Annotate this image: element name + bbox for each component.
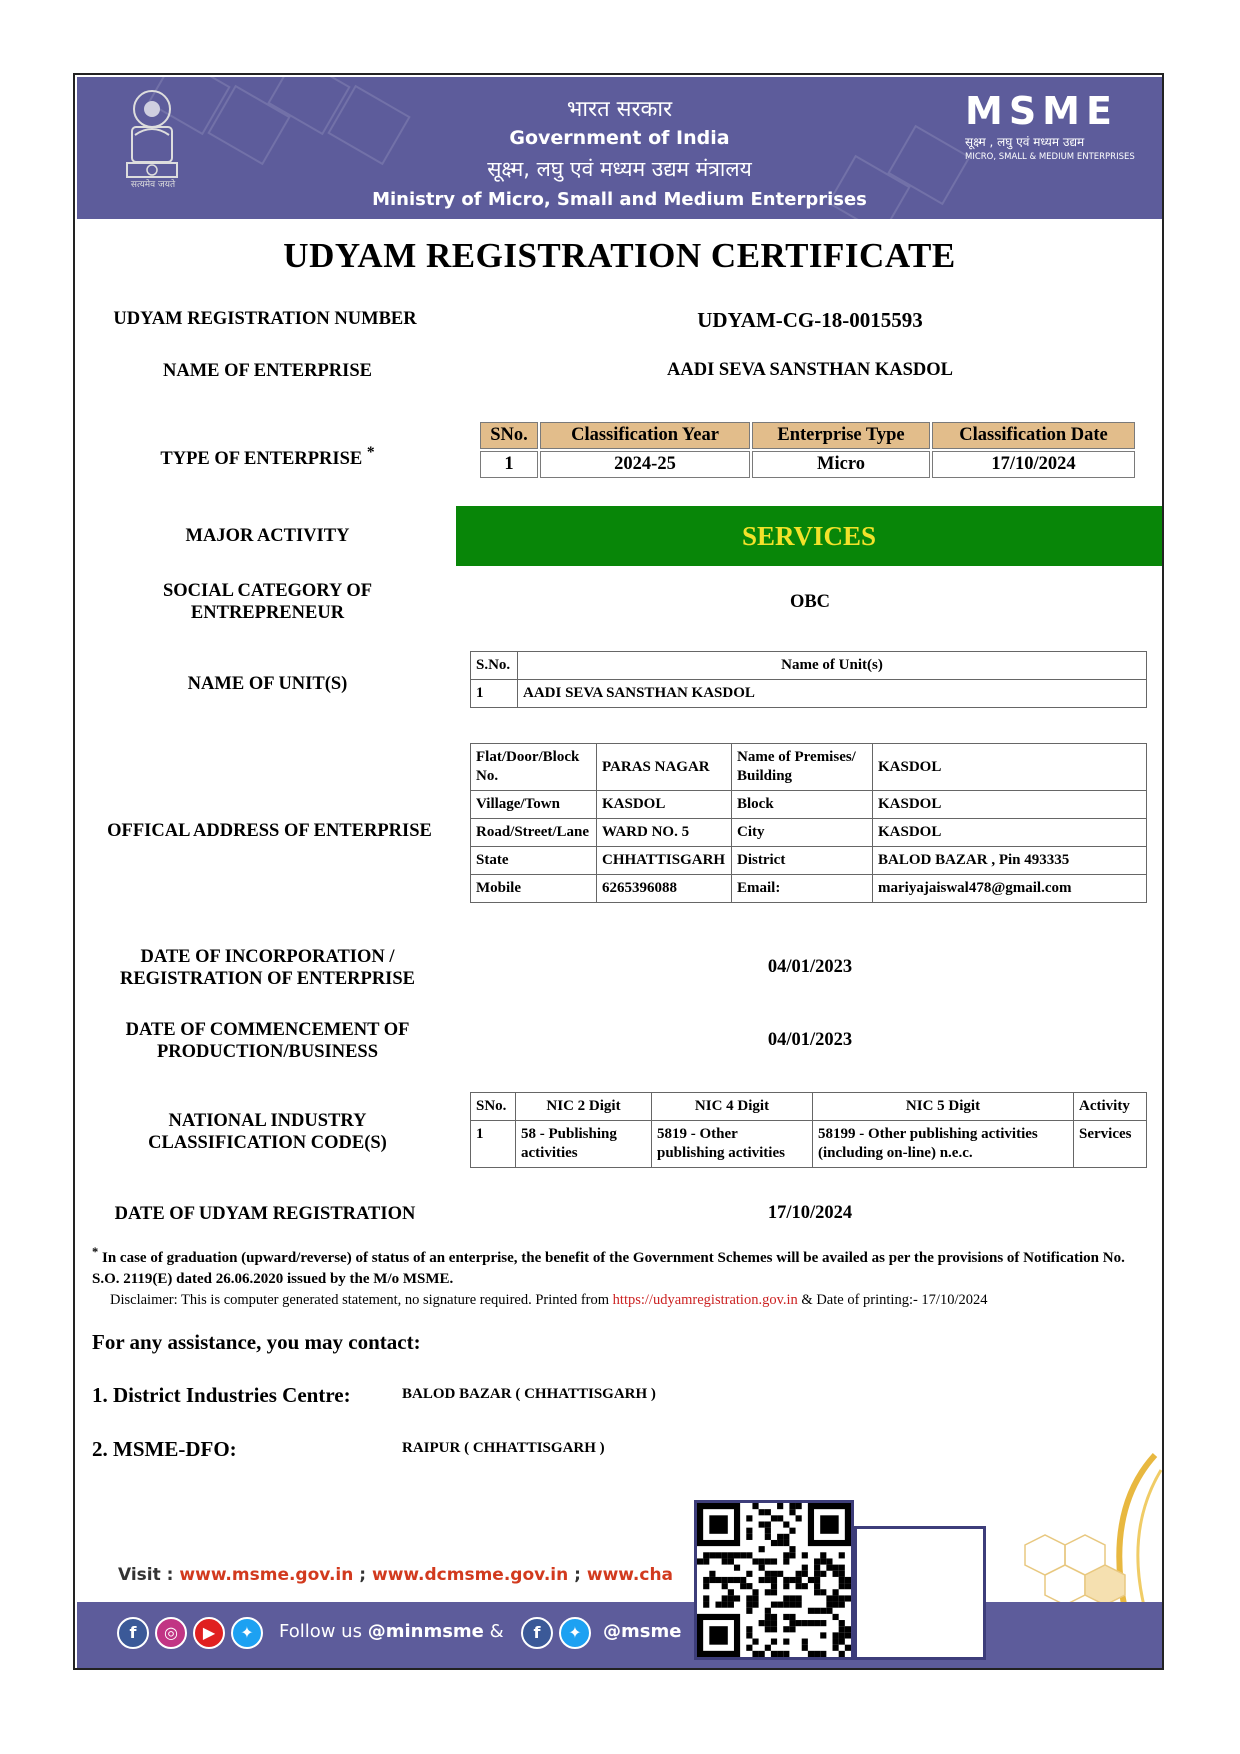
table-row [471,875,1147,903]
header-hindi-line2: सूक्ष्म, लघु एवं मध्यम उद्यम मंत्रालय [487,157,752,181]
table-row [471,819,1147,847]
table-cell: Village/Town [471,791,597,819]
column-header: Classification Date [932,422,1135,449]
footnote-asterisk: * [92,1245,99,1259]
column-header: Activity [1074,1093,1147,1121]
nic-label-line1: NATIONAL INDUSTRY [168,1111,367,1131]
incorporation-label-line2: REGISTRATION OF ENTERPRISE [119,969,416,989]
address-table [470,743,1147,903]
table-cell: BALOD BAZAR , Pin 493335 [873,847,1147,875]
udyam-registration-link[interactable]: https://udyamregistration.gov.in [612,1292,798,1308]
social-category-label-line1: SOCIAL CATEGORY OF [162,581,373,601]
separator: ; [574,1565,581,1585]
honeycomb-decoration-icon [985,1450,1162,1610]
table-cell: KASDOL [873,791,1147,819]
table-cell: Mobile [471,875,597,903]
disclaimer-suffix: & Date of printing:- 17/10/2024 [797,1292,988,1308]
table-cell: Micro [752,451,930,478]
column-header: NIC 2 Digit [516,1093,652,1121]
commencement-date-label [90,1019,445,1063]
major-activity-label: MAJOR ACTIVITY [185,526,350,546]
instagram-icon[interactable]: ◎ [155,1617,187,1649]
youtube-icon[interactable]: ▶ [193,1617,225,1649]
udyam-date-value: 17/10/2024 [767,1203,853,1223]
dcmsme-website-link[interactable]: www.dcmsme.gov.in [372,1565,569,1585]
emblem-caption: सत्यमेव जयते [130,180,176,190]
facebook-icon[interactable]: f [117,1617,149,1649]
column-header: Classification Year [540,422,750,449]
social-category-label [90,580,445,624]
email-value: mariyajaiswal478@gmail.com [873,875,1147,903]
table-cell: AADI SEVA SANSTHAN KASDOL [518,680,1147,708]
incorporation-date-label [90,946,445,990]
registration-number-label: UDYAM REGISTRATION NUMBER [113,309,417,329]
table-row [471,1121,1147,1168]
table-header-row [471,652,1147,680]
header-hindi-line1: भारत सरकार [566,97,673,122]
separator: ; [359,1565,367,1585]
table-row [480,451,1135,478]
udyam-date-label: DATE OF UDYAM REGISTRATION [114,1204,416,1224]
enterprise-name-value: AADI SEVA SANSTHAN KASDOL [667,360,953,380]
incorporation-date-value: 04/01/2023 [767,957,853,977]
table-cell: 58 - Publishing activities [516,1121,652,1168]
qr-code-pattern-icon [697,1503,851,1657]
table-cell: 6265396088 [597,875,732,903]
table-cell: Email: [732,875,873,903]
disclaimer-prefix: Disclaimer: This is computer generated statement, no signature required. Printed from [110,1292,613,1308]
commencement-date-value: 04/01/2023 [767,1030,853,1050]
table-header-row [471,1093,1147,1121]
follow-label: Follow us [279,1621,362,1642]
table-cell: City [732,819,873,847]
table-cell: 5819 - Other publishing activities [652,1121,813,1168]
visit-line [118,1565,673,1585]
units-label: NAME OF UNIT(S) [187,674,348,694]
table-cell: 1 [480,451,538,478]
incorporation-label-line1: DATE OF INCORPORATION / [140,947,395,967]
table-cell: Block [732,791,873,819]
address-label: OFFICAL ADDRESS OF ENTERPRISE [107,821,432,841]
enterprise-type-label-text: TYPE OF ENTERPRISE [160,449,363,470]
social-category-label-line2: ENTREPRENEUR [190,603,345,623]
table-row [471,847,1147,875]
table-cell: District [732,847,873,875]
government-header-banner [77,77,1162,219]
social-category-value: OBC [789,592,831,612]
handle-msme: @msme [603,1621,682,1642]
dic-label: 1. District Industries Centre: [92,1383,351,1407]
table-header-row [480,422,1135,449]
table-row [471,791,1147,819]
table-cell: PARAS NAGAR [597,744,732,791]
social-footer-bar [77,1602,1162,1668]
visit-label: Visit : [118,1565,174,1585]
column-header: NIC 5 Digit [813,1093,1074,1121]
column-header: S.No. [471,652,518,680]
msme-logo-text: MSME [965,89,1118,133]
facebook-icon[interactable]: f [521,1617,553,1649]
table-cell: Road/Street/Lane [471,819,597,847]
contact-heading: For any assistance, you may contact: [92,1330,421,1354]
column-header: Name of Unit(s) [518,652,1147,680]
footnote [92,1242,1150,1290]
certificate-title: UDYAM REGISTRATION CERTIFICATE [283,236,956,275]
enterprise-type-asterisk: * [366,444,375,461]
dfo-value: RAIPUR ( CHHATTISGARH ) [402,1440,605,1456]
twitter-icon[interactable]: ✦ [559,1617,591,1649]
table-cell: 1 [471,1121,516,1168]
table-row [471,744,1147,791]
table-cell: 1 [471,680,518,708]
photo-placeholder [854,1526,986,1660]
enterprise-type-label [90,442,445,470]
table-cell: 58199 - Other publishing activities (including on-line) n.e.c. [813,1121,1074,1168]
major-activity-value: SERVICES [456,506,1162,566]
header-government-of-india: Government of India [509,127,730,149]
footnote-text: In case of graduation (upward/reverse) of status of an enterprise, the benefit of the Government Schemes will be availed as per the provisions of Notification No. S.O. 2119(E) dated 26.06.2020 issued by the M/o MSME. [92,1250,1125,1287]
nic-table [470,1092,1147,1168]
table-cell: WARD NO. 5 [597,819,732,847]
header-ministry-name: Ministry of Micro, Small and Medium Enterprises [372,189,867,210]
enterprise-type-table [478,420,1137,480]
table-cell: Name of Premises/ Building [732,744,873,791]
msme-logo [965,91,1145,162]
table-cell: KASDOL [873,819,1147,847]
enterprise-name-label: NAME OF ENTERPRISE [162,361,372,381]
twitter-icon[interactable]: ✦ [231,1617,263,1649]
commencement-label-line2: PRODUCTION/BUSINESS [156,1042,379,1062]
table-cell: Services [1074,1121,1147,1168]
table-cell: KASDOL [597,791,732,819]
table-cell: Flat/Door/Block No. [471,744,597,791]
units-table [470,651,1147,708]
commencement-label-line1: DATE OF COMMENCEMENT OF [125,1020,410,1040]
qr-code-icon [694,1500,854,1660]
msme-logo-hindi: सूक्ष्म , लघु एवं मध्यम उद्यम [965,135,1085,149]
nic-label-line2: CLASSIFICATION CODE(S) [148,1133,387,1153]
follow-us-text [279,1621,504,1642]
handle-minmsme: @minmsme [367,1621,484,1642]
dfo-label: 2. MSME-DFO: [92,1437,237,1461]
column-header: Enterprise Type [752,422,930,449]
column-header: SNo. [471,1093,516,1121]
table-row [471,680,1147,708]
table-cell: 17/10/2024 [932,451,1135,478]
ampersand: & [489,1621,504,1642]
disclaimer [110,1292,1160,1309]
column-header: SNo. [480,422,538,449]
table-cell: CHHATTISGARH [597,847,732,875]
table-cell: KASDOL [873,744,1147,791]
table-cell: 2024-25 [540,451,750,478]
nic-code-label [90,1110,445,1154]
column-header: NIC 4 Digit [652,1093,813,1121]
registration-number-value: UDYAM-CG-18-0015593 [697,308,923,332]
dic-value: BALOD BAZAR ( CHHATTISGARH ) [402,1386,656,1402]
other-website-link[interactable]: www.cha [586,1565,674,1585]
table-cell: State [471,847,597,875]
msme-website-link[interactable]: www.msme.gov.in [179,1565,354,1585]
msme-logo-english: MICRO, SMALL & MEDIUM ENTERPRISES [965,152,1135,162]
